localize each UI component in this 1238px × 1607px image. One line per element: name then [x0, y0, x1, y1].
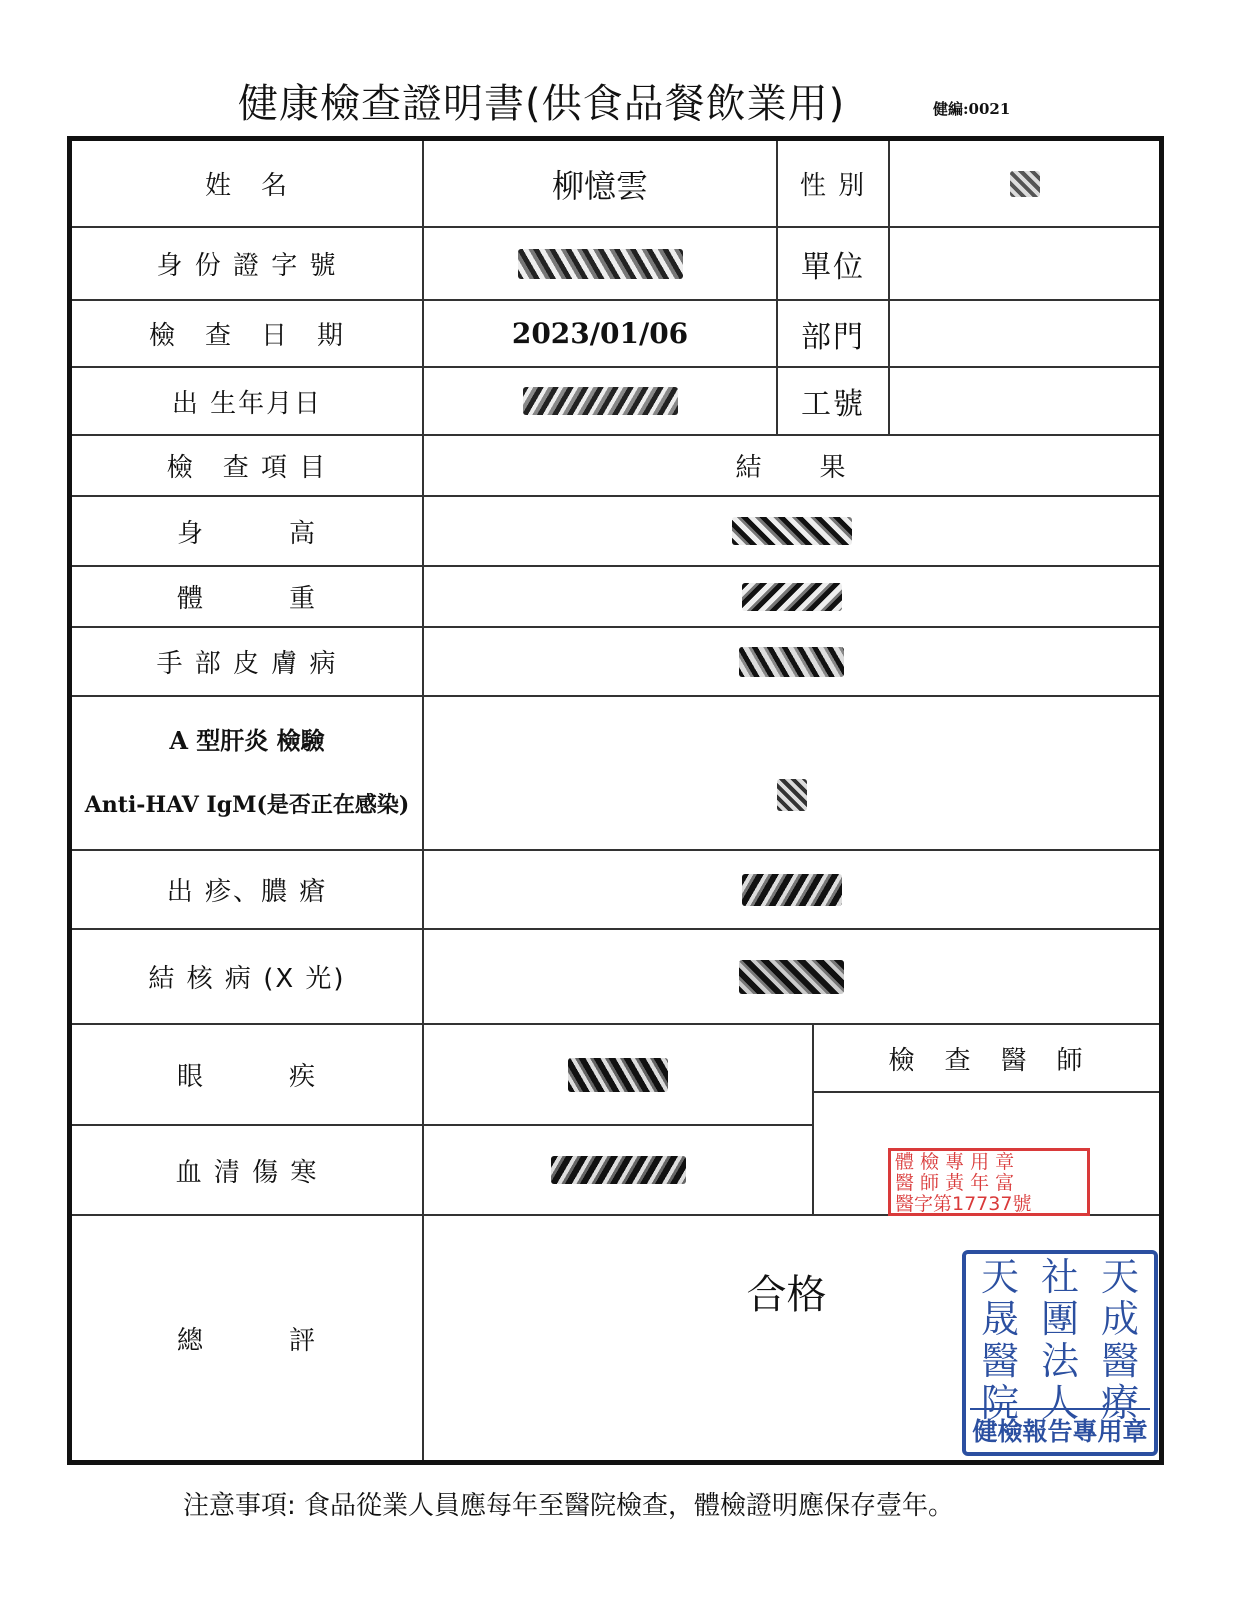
doctor-seal-line3: 醫字第17737號	[895, 1193, 1032, 1215]
rash-label: 出 疹、膿 瘡	[166, 877, 328, 907]
eye-disease-value-redacted	[424, 1025, 812, 1124]
weight-label: 體 重	[176, 584, 317, 614]
sex-label: 性 別	[799, 171, 867, 201]
typhoid-label: 血 清 傷 寒	[175, 1157, 319, 1188]
hav-label-line2: Anti-HAV IgM(是否正在感染)	[84, 792, 410, 818]
summary-label: 總 評	[176, 1325, 317, 1356]
hospital-seal-char: 成	[1100, 1297, 1139, 1341]
hav-label-line1: A 型肝炎 檢驗	[169, 726, 325, 755]
birth-value-redacted	[424, 368, 776, 434]
exam-item-header: 檢 查 項 目	[166, 453, 328, 483]
doctor-seal-stamp	[888, 1148, 1090, 1216]
skin-disease-label: 手 部 皮 膚 病	[156, 649, 338, 679]
height-label: 身 高	[176, 518, 317, 549]
exam-date-label: 檢 查 日 期	[148, 321, 345, 351]
hospital-seal-char: 院	[980, 1381, 1019, 1425]
height-value-redacted	[424, 497, 1159, 565]
doctor-header: 檢 查 醫 師	[888, 1045, 1085, 1076]
hospital-seal-footer: 健檢報告專用章	[970, 1408, 1150, 1448]
doctor-seal-line1: 體 檢 專 用 章	[895, 1151, 1015, 1173]
doctor-seal-line2: 醫 師 黃 年 富	[895, 1172, 1015, 1194]
tuberculosis-value-redacted	[424, 930, 1159, 1023]
hospital-seal-char: 晟	[980, 1297, 1019, 1341]
hospital-seal-stamp	[962, 1250, 1158, 1456]
eye-disease-label: 眼 疾	[176, 1062, 317, 1092]
weight-value-redacted	[424, 567, 1159, 626]
unit-label: 單位	[801, 249, 865, 285]
sex-value-redacted	[890, 141, 1159, 226]
hospital-seal-char: 社	[1040, 1255, 1079, 1299]
hospital-seal-char: 天	[1100, 1255, 1139, 1299]
summary-value: 合格	[746, 1271, 827, 1318]
document-title: 健康檢查證明書(供食品餐飲業用)	[238, 81, 846, 127]
dept-label: 部門	[801, 319, 865, 355]
id-value-redacted	[424, 228, 776, 299]
employee-no-label: 工號	[801, 387, 865, 422]
id-label: 身 份 證 字 號	[156, 251, 338, 281]
exam-date-value: 2023/01/06	[511, 317, 689, 350]
result-header: 結 果	[735, 453, 848, 483]
hospital-seal-char: 醫	[980, 1339, 1019, 1383]
name-value: 柳憶雲	[551, 166, 648, 205]
footer-note: 注意事項: 食品從業人員應每年至醫院檢查，體檢證明應保存壹年。	[183, 1491, 955, 1521]
hospital-seal-char: 醫	[1100, 1339, 1139, 1383]
hospital-seal-char: 法	[1040, 1339, 1079, 1383]
hospital-seal-char: 療	[1100, 1381, 1139, 1425]
birth-label: 出 生年月日	[171, 388, 323, 419]
hav-value-redacted	[424, 697, 1159, 849]
skin-disease-value-redacted	[424, 628, 1159, 695]
rash-value-redacted	[424, 851, 1159, 928]
hospital-seal-char: 人	[1040, 1381, 1079, 1425]
hav-test-label-cell	[72, 697, 422, 849]
typhoid-value-redacted	[424, 1126, 812, 1214]
hospital-seal-char: 天	[980, 1255, 1019, 1299]
tuberculosis-label: 結 核 病 (X 光)	[148, 964, 346, 994]
name-label: 姓 名	[204, 171, 289, 201]
document-code: 健編:0021	[933, 100, 1011, 118]
hospital-seal-char: 團	[1040, 1297, 1079, 1341]
